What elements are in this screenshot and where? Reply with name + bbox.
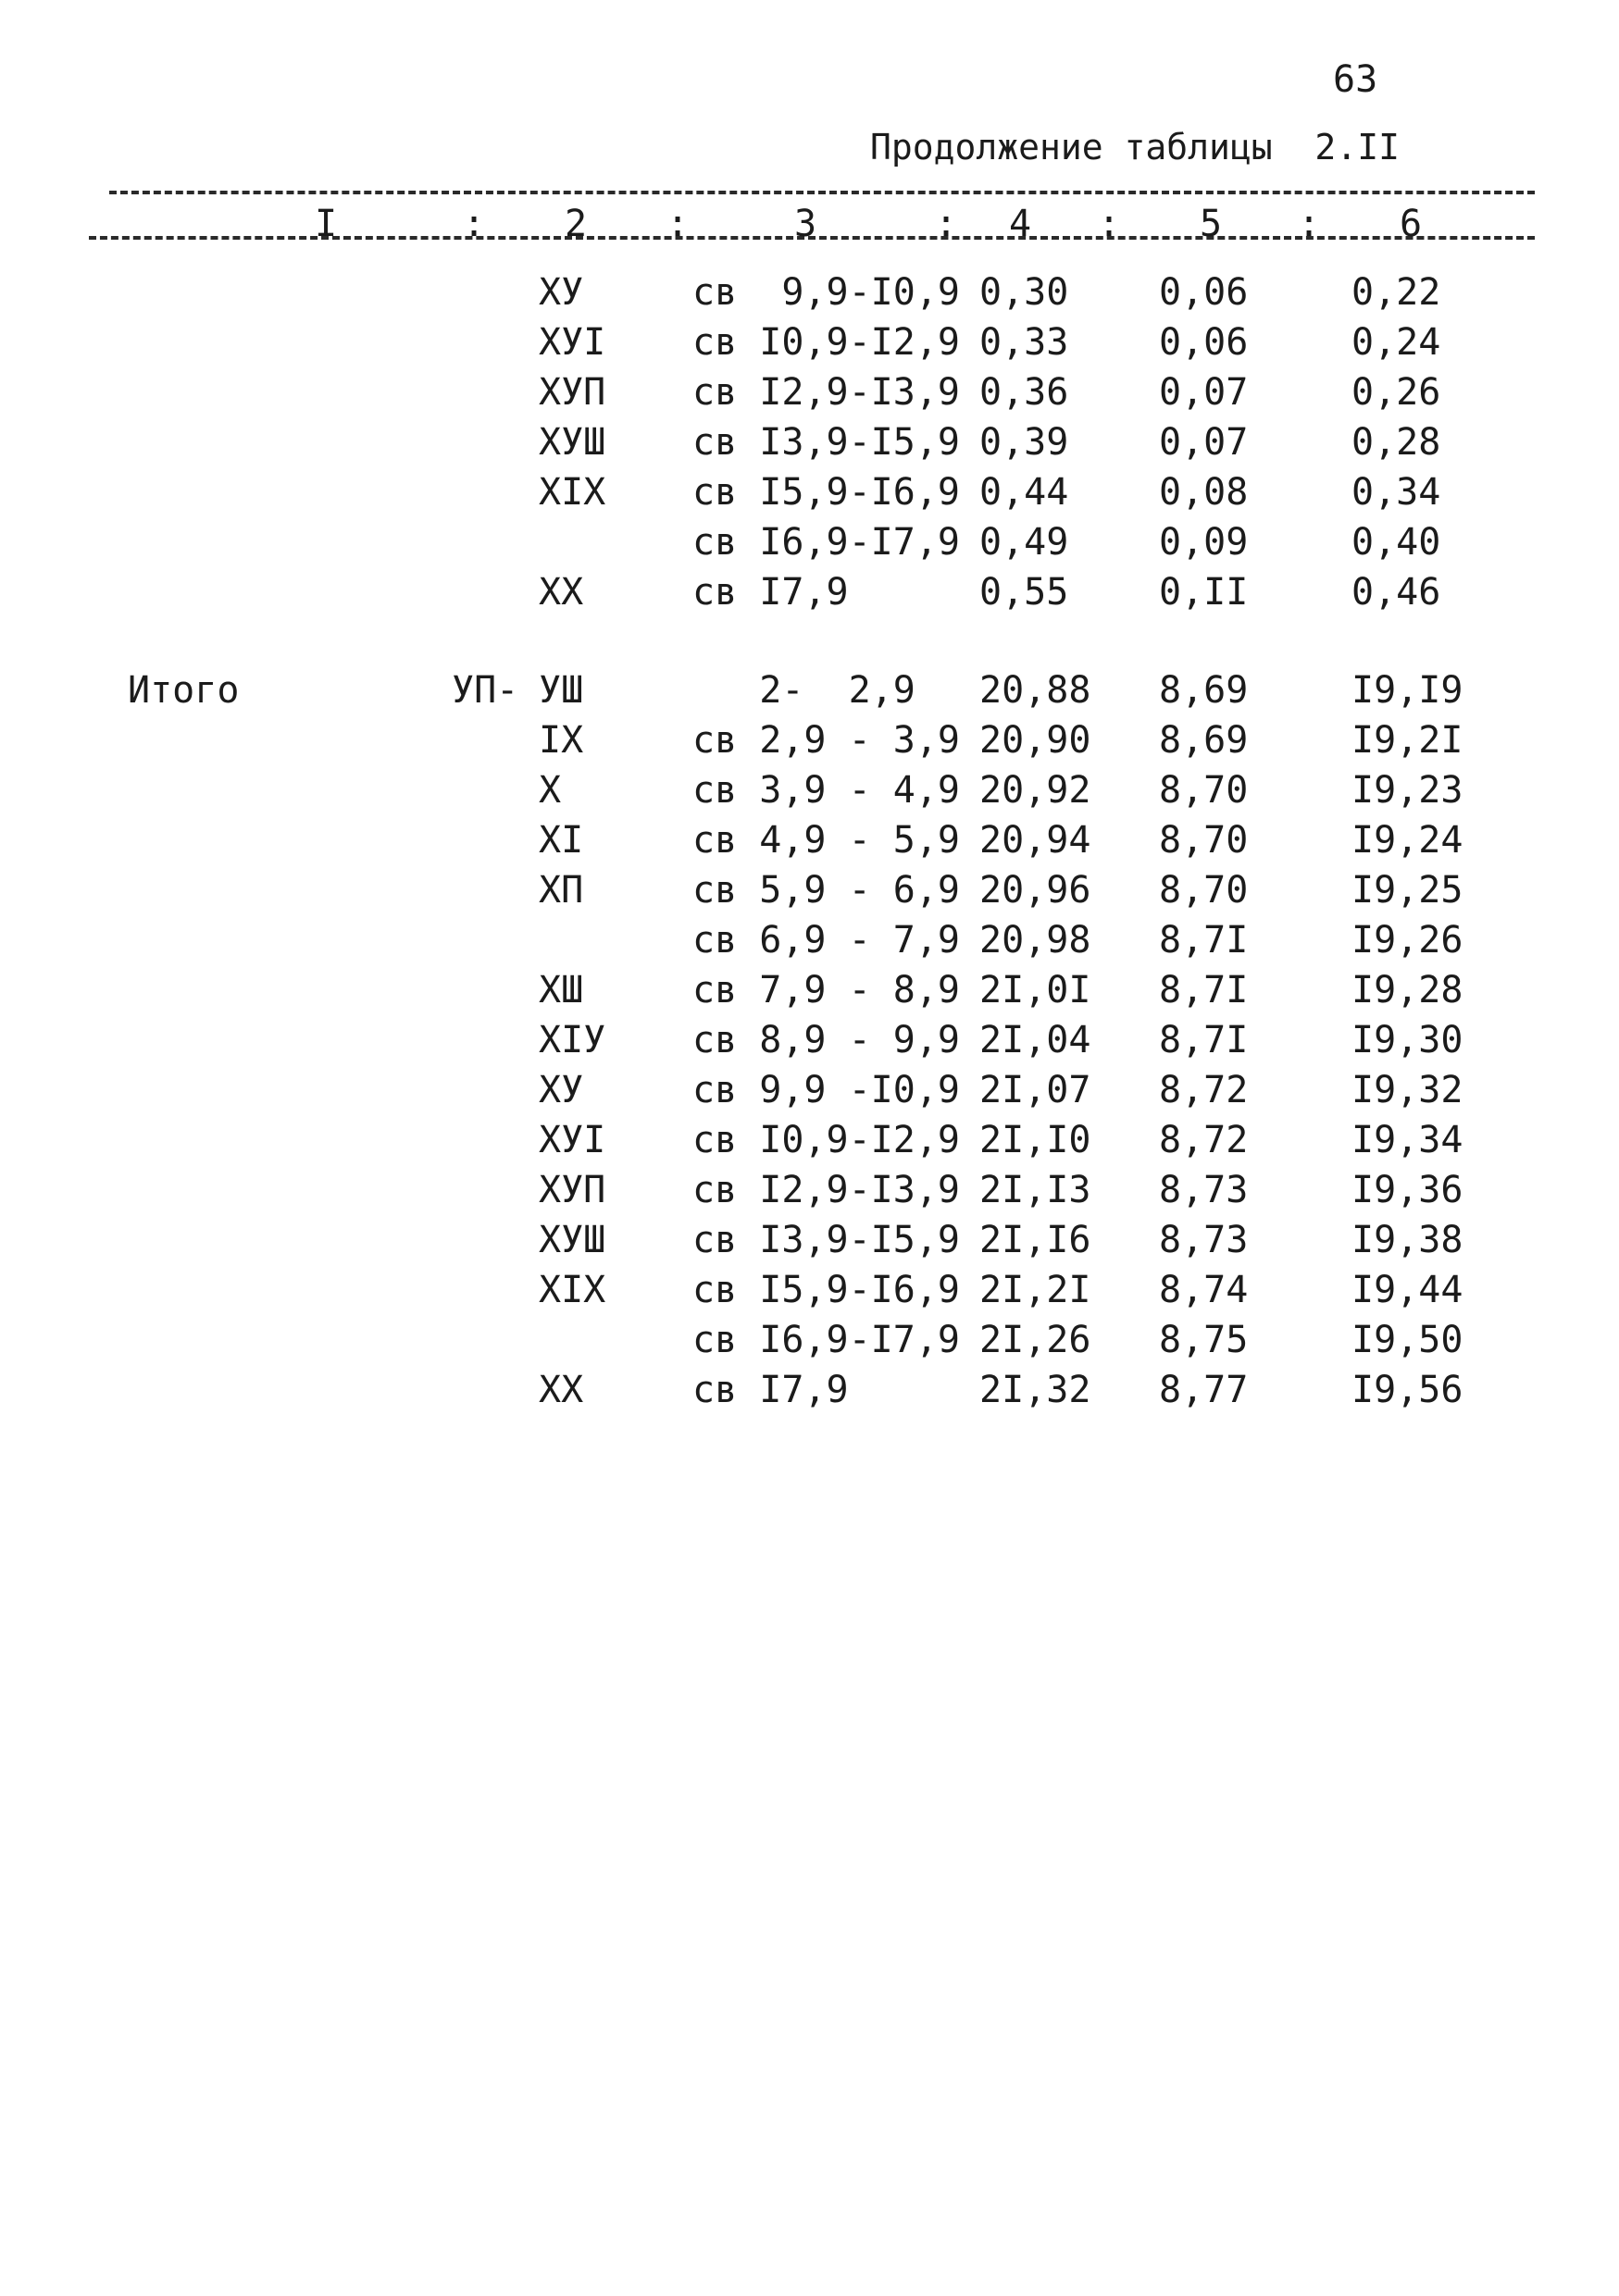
cell-col-3: св I2,9-I3,9: [692, 371, 960, 414]
column-separator: :: [1098, 203, 1121, 245]
table-row: [0, 1219, 1619, 1261]
cell-col-5: 0,08: [1159, 471, 1249, 514]
cell-col-2: XIX: [539, 471, 606, 514]
cell-col-5: 8,77: [1159, 1369, 1249, 1411]
cell-col-5: 0,06: [1159, 271, 1249, 314]
cell-col-5: 8,7I: [1159, 969, 1249, 1011]
cell-col-6: I9,38: [1351, 1219, 1463, 1261]
cell-col-4: 20,98: [979, 919, 1091, 962]
table-row: [0, 421, 1619, 464]
cell-col-4: 2I,26: [979, 1319, 1091, 1361]
cell-col-6: 0,28: [1351, 421, 1441, 464]
cell-col-3: св 7,9 - 8,9: [692, 969, 960, 1011]
cell-col-5: 0,II: [1159, 571, 1249, 614]
cell-col-2: ХУП: [539, 371, 606, 414]
cell-col-4: 0,30: [979, 271, 1069, 314]
table-row: [0, 571, 1619, 614]
cell-col-4: 0,44: [979, 471, 1069, 514]
cell-col-6: 0,46: [1351, 571, 1441, 614]
total-label: Итого: [128, 669, 240, 712]
cell-col-6: I9,23: [1351, 769, 1463, 812]
column-header-1: I: [315, 203, 338, 245]
cell-col-2: X: [539, 769, 562, 812]
cell-col-6: I9,36: [1351, 1169, 1463, 1211]
cell-col-5: 8,72: [1159, 1069, 1249, 1111]
cell-col-2: УШ: [539, 669, 584, 712]
cell-col-6: 0,26: [1351, 371, 1441, 414]
cell-col-6: I9,32: [1351, 1069, 1463, 1111]
table-row: [0, 1069, 1619, 1111]
table-row: [0, 869, 1619, 912]
table-row-total: [0, 669, 1619, 712]
cell-col-6: I9,56: [1351, 1369, 1463, 1411]
cell-col-6: 0,22: [1351, 271, 1441, 314]
cell-col-3: св I5,9-I6,9: [692, 1269, 960, 1311]
cell-col-5: 8,74: [1159, 1269, 1249, 1311]
cell-col-4: 2I,32: [979, 1369, 1091, 1411]
column-header-6: 6: [1400, 203, 1423, 245]
cell-col-5: 0,06: [1159, 321, 1249, 364]
cell-col-3: 2- 2,9: [692, 669, 915, 712]
cell-col-4: 0,39: [979, 421, 1069, 464]
cell-col-6: I9,24: [1351, 819, 1463, 862]
table-row: [0, 521, 1619, 564]
cell-col-6: I9,I9: [1351, 669, 1463, 712]
cell-col-6: I9,30: [1351, 1019, 1463, 1061]
cell-col-4: 2I,I3: [979, 1169, 1091, 1211]
cell-col-3: св 4,9 - 5,9: [692, 819, 960, 862]
cell-col-4: 2I,04: [979, 1019, 1091, 1061]
table-row: [0, 1019, 1619, 1061]
table-row: [0, 769, 1619, 812]
cell-col-5: 8,70: [1159, 819, 1249, 862]
table-row: [0, 321, 1619, 364]
cell-col-3: св 3,9 - 4,9: [692, 769, 960, 812]
cell-col-4: 0,49: [979, 521, 1069, 564]
cell-col-5: 8,72: [1159, 1119, 1249, 1161]
cell-col-6: I9,26: [1351, 919, 1463, 962]
cell-col-2: XП: [539, 869, 584, 912]
column-header-3: 3: [794, 203, 817, 245]
cell-col-3: св I2,9-I3,9: [692, 1169, 960, 1211]
table-row: [0, 371, 1619, 414]
cell-col-6: 0,40: [1351, 521, 1441, 564]
table-row: [0, 1319, 1619, 1361]
cell-col-5: 8,70: [1159, 869, 1249, 912]
cell-col-3: св I6,9-I7,9: [692, 1319, 960, 1361]
cell-col-5: 0,07: [1159, 421, 1249, 464]
table-row: [0, 919, 1619, 962]
cell-col-2: ХУI: [539, 1119, 606, 1161]
cell-col-4: 0,55: [979, 571, 1069, 614]
cell-col-1-range: УП-: [452, 669, 519, 712]
cell-col-6: I9,50: [1351, 1319, 1463, 1361]
cell-col-3: св 6,9 - 7,9: [692, 919, 960, 962]
cell-col-3: св 9,9 -I0,9: [692, 1069, 960, 1111]
table-row: [0, 1269, 1619, 1311]
cell-col-2: ХУШ: [539, 421, 606, 464]
table-row: [0, 271, 1619, 314]
cell-col-5: 8,75: [1159, 1319, 1249, 1361]
cell-col-4: 2I,07: [979, 1069, 1091, 1111]
cell-col-3: св I5,9-I6,9: [692, 471, 960, 514]
cell-col-4: 20,90: [979, 719, 1091, 762]
cell-col-3: св I7,9: [692, 1369, 849, 1411]
cell-col-5: 8,73: [1159, 1219, 1249, 1261]
table-continuation-label: Продолжение таблицы 2.II: [870, 127, 1400, 168]
cell-col-6: 0,34: [1351, 471, 1441, 514]
cell-col-4: 0,36: [979, 371, 1069, 414]
cell-col-2: ХУI: [539, 321, 606, 364]
cell-col-3: св I3,9-I5,9: [692, 1219, 960, 1261]
cell-col-3: св 5,9 - 6,9: [692, 869, 960, 912]
page-number: 63: [1333, 58, 1378, 101]
cell-col-2: XX: [539, 571, 584, 614]
cell-col-4: 2I,2I: [979, 1269, 1091, 1311]
cell-col-2: XIX: [539, 1269, 606, 1311]
header-top-rule: [109, 191, 1535, 194]
table-row: [0, 1119, 1619, 1161]
cell-col-4: 2I,I6: [979, 1219, 1091, 1261]
cell-col-2: ХУП: [539, 1169, 606, 1211]
cell-col-6: I9,25: [1351, 869, 1463, 912]
table-row: [0, 819, 1619, 862]
cell-col-2: ХУШ: [539, 1219, 606, 1261]
column-separator: :: [666, 203, 690, 245]
column-header-5: 5: [1200, 203, 1223, 245]
column-header-2: 2: [565, 203, 588, 245]
cell-col-5: 0,07: [1159, 371, 1249, 414]
cell-col-3: св I6,9-I7,9: [692, 521, 960, 564]
cell-col-2: XШ: [539, 969, 584, 1011]
cell-col-5: 8,73: [1159, 1169, 1249, 1211]
cell-col-4: 20,94: [979, 819, 1091, 862]
column-separator: :: [463, 203, 486, 245]
table-row: [0, 719, 1619, 762]
cell-col-5: 8,69: [1159, 669, 1249, 712]
cell-col-3: св 8,9 - 9,9: [692, 1019, 960, 1061]
cell-col-3: св 9,9-I0,9: [692, 271, 960, 314]
cell-col-2: ХУ: [539, 1069, 584, 1111]
cell-col-4: 0,33: [979, 321, 1069, 364]
cell-col-5: 8,7I: [1159, 1019, 1249, 1061]
column-header-4: 4: [1009, 203, 1032, 245]
cell-col-3: св I0,9-I2,9: [692, 1119, 960, 1161]
cell-col-6: 0,24: [1351, 321, 1441, 364]
cell-col-5: 0,09: [1159, 521, 1249, 564]
cell-col-6: I9,34: [1351, 1119, 1463, 1161]
cell-col-5: 8,69: [1159, 719, 1249, 762]
cell-col-6: I9,44: [1351, 1269, 1463, 1311]
cell-col-6: I9,2I: [1351, 719, 1463, 762]
cell-col-4: 2I,0I: [979, 969, 1091, 1011]
cell-col-4: 20,96: [979, 869, 1091, 912]
cell-col-5: 8,7I: [1159, 919, 1249, 962]
table-row: [0, 1371, 1619, 1409]
cell-col-3: св I0,9-I2,9: [692, 321, 960, 364]
cell-col-2: IX: [539, 719, 584, 762]
table-row: [0, 471, 1619, 514]
cell-col-2: XX: [539, 1369, 584, 1411]
cell-col-5: 8,70: [1159, 769, 1249, 812]
cell-col-4: 2I,I0: [979, 1119, 1091, 1161]
cell-col-2: ХУ: [539, 271, 584, 314]
cell-col-4: 20,88: [979, 669, 1091, 712]
cell-col-3: св 2,9 - 3,9: [692, 719, 960, 762]
cell-col-6: I9,28: [1351, 969, 1463, 1011]
column-separator: :: [1298, 203, 1321, 245]
cell-col-3: св I3,9-I5,9: [692, 421, 960, 464]
cell-col-3: св I7,9: [692, 571, 849, 614]
cell-col-2: XI: [539, 819, 584, 862]
cell-col-2: XIУ: [539, 1019, 606, 1061]
table-row: [0, 969, 1619, 1011]
table-row: [0, 1169, 1619, 1211]
cell-col-4: 20,92: [979, 769, 1091, 812]
column-separator: :: [935, 203, 958, 245]
